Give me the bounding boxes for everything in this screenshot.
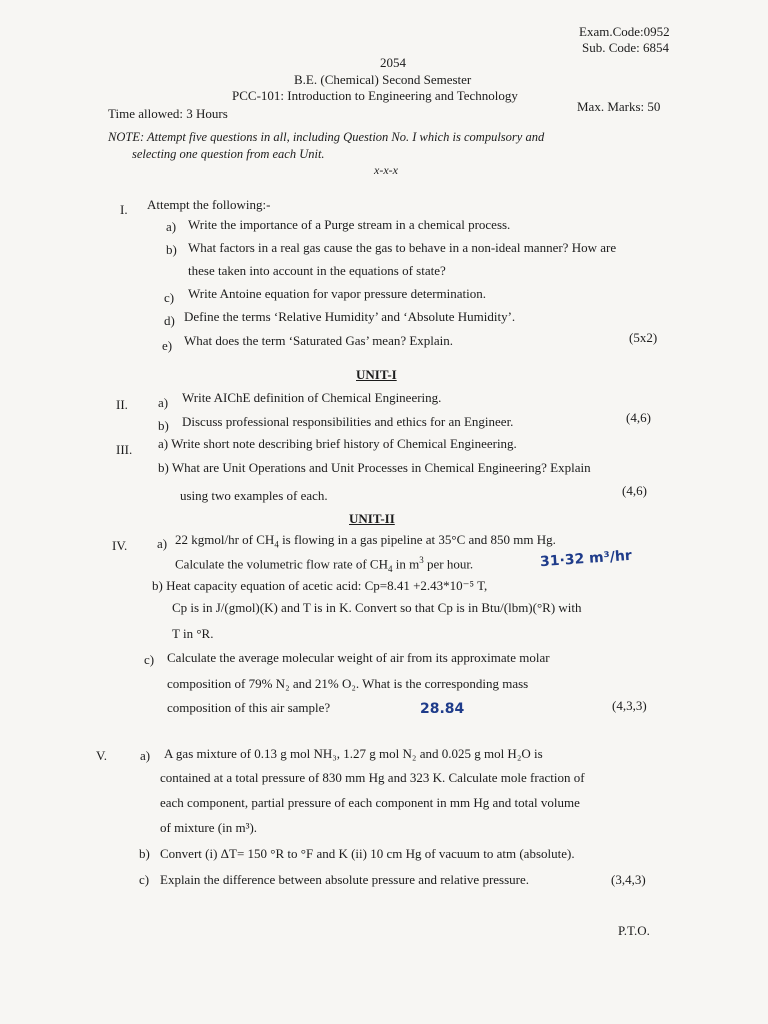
q4c-text-3: composition of this air sample? (167, 700, 331, 715)
note-line-1: NOTE: Attempt five questions in all, including Question No. I which is compulsory and (108, 130, 545, 144)
q2a-label: a) (158, 395, 169, 410)
q4b-text-1: b) Heat capacity equation of acetic acid: Cp=8.41 +2.43*10⁻⁵ T, (152, 578, 488, 593)
q1e-text: What does the term ‘Saturated Gas’ mean? Explain. (184, 333, 454, 348)
q4a-label: a) (157, 536, 168, 551)
q5b-text: Convert (i) ΔT= 150 °R to °F and K (ii) 10 cm Hg of vacuum to atm (absolute). (160, 846, 575, 861)
q3-marks: (4,6) (622, 483, 647, 498)
q5-number: V. (96, 748, 107, 763)
max-marks: Max. Marks: 50 (577, 99, 661, 114)
q1b-label: b) (166, 242, 177, 257)
q4a-text-1: 22 kgmol/hr of $CH_4$ is flowing in a gas pipeline at 35°C and 850 mm Hg. (175, 532, 556, 550)
handwritten-answer-q4a: 31·32 m³/hr (539, 547, 633, 571)
q4-marks: (4,3,3) (612, 698, 647, 713)
q5a-text-1: A gas mixture of 0.13 g mol NH₃, 1.27 g mol N₂ and 0.025 g mol H₂O is (164, 746, 543, 761)
separator: x-x-x (374, 163, 398, 177)
q4c-text-2: composition of 79% N₂ and 21% O₂. What is the corresponding mass (167, 676, 529, 691)
q5a-text-4: of mixture (in m³). (160, 820, 258, 835)
q4c-label: c) (144, 652, 155, 667)
q1-marks: (5x2) (629, 330, 658, 345)
q5c-text: Explain the difference between absolute pressure and relative pressure. (160, 872, 530, 887)
q5a-text-2: contained at a total pressure of 830 mm Hg and 323 K. Calculate mole fraction of (160, 770, 585, 785)
q1a-label: a) (166, 219, 177, 234)
q1-title: Attempt the following:- (147, 197, 271, 212)
q2b-text: Discuss professional responsibilities and ethics for an Engineer. (182, 414, 514, 429)
q2b-label: b) (158, 418, 169, 433)
q1-number: I. (120, 202, 128, 217)
q2a-text: Write AIChE definition of Chemical Engineering. (182, 390, 442, 405)
q4a-text-2: Calculate the volumetric flow rate of $CH_4$ in $m^3$ per hour. (175, 555, 474, 574)
q3b-text-2: using two examples of each. (180, 488, 328, 503)
q5a-label: a) (140, 748, 151, 763)
note-line-2: selecting one question from each Unit. (132, 147, 325, 161)
q1d-label: d) (164, 313, 175, 328)
q3-number: III. (116, 442, 133, 457)
course: B.E. (Chemical) Second Semester (294, 72, 472, 87)
pto: P.T.O. (618, 923, 650, 938)
q2-number: II. (116, 397, 128, 412)
q5b-label: b) (139, 846, 150, 861)
q5a-text-3: each component, partial pressure of each component in mm Hg and total volume (160, 795, 580, 810)
unit2-heading: UNIT-II (349, 511, 395, 526)
q4-number: IV. (112, 538, 128, 553)
q4c-text-1: Calculate the average molecular weight of air from its approximate molar (167, 650, 550, 665)
q1b-text-2: these taken into account in the equations of state? (188, 263, 446, 278)
q4b-text-3: T in °R. (172, 626, 214, 641)
q1d-text: Define the terms ‘Relative Humidity’ and ‘Absolute Humidity’. (184, 309, 516, 324)
time-allowed: Time allowed: 3 Hours (108, 106, 228, 121)
q1c-text: Write Antoine equation for vapor pressure determination. (188, 286, 487, 301)
paper-title: PCC-101: Introduction to Engineering and Technology (232, 88, 518, 103)
q1c-label: c) (164, 290, 175, 305)
year: 2054 (380, 55, 406, 70)
unit1-heading: UNIT-I (356, 367, 397, 382)
q3a-text: a) Write short note describing brief history of Chemical Engineering. (158, 436, 517, 451)
q2-marks: (4,6) (626, 410, 651, 425)
handwritten-answer-q4c: 28.84 (420, 701, 465, 717)
q3b-text-1: b) What are Unit Operations and Unit Processes in Chemical Engineering? Explain (158, 460, 591, 475)
q5-marks: (3,4,3) (611, 872, 646, 887)
q4b-text-2: Cp is in J/(gmol)(K) and T is in K. Convert so that Cp is in Btu/(lbm)(°R) with (172, 600, 582, 615)
q1a-text: Write the importance of a Purge stream in a chemical process. (188, 217, 511, 232)
q1b-text-1: What factors in a real gas cause the gas to behave in a non-ideal manner? How are (188, 240, 617, 255)
sub-code: Sub. Code: 6854 (582, 40, 670, 55)
exam-code: Exam.Code:0952 (579, 24, 670, 39)
q1e-label: e) (162, 338, 173, 353)
q5c-label: c) (139, 872, 150, 887)
